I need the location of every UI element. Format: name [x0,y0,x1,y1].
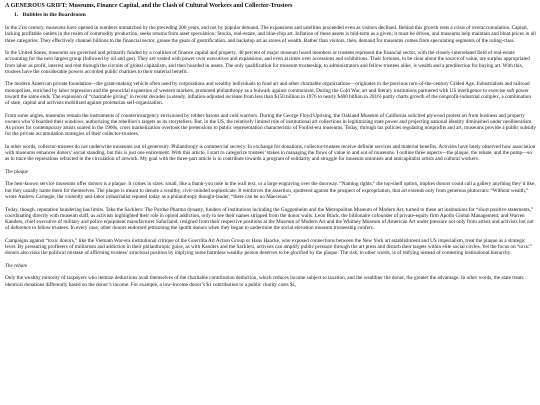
paragraph: In the 21st century, museums have opened in numbers unmatched by the preceding 200 years, and not by popular demand. The expansions and satellites proceeded even as visitors declined. Behind this growth rests a crisis of overaccumulation. Capital, lacking profitable outlets in the realm of commodity production, seeks returns from asset speculation: Stocks, real-estate, and blue-chip art. Inflation of these assets is mid-term as a given; it must be driven, and museums help maintain and bloat prices in all three categories. They effectively channel billions to the financial sector, grease the gears of gentrification, and backstop art as stores of wealth. Rather than visitors, then, demand for museums comes from speculating segments of the ruling-class. [5,25,536,44]
article-title: A GENEROUS GRIFT: Museums, Finance Capital, and the Clash of Cultural Workers and Collector-Trustees [5,3,293,9]
paragraph: The modern American private foundation—the grant-making vehicle often used by corporations and wealthy individuals to fund art and other charitable organizations—originates in the previous turn-of-the-century Gilded Age. Industrialists and railroad monopolists, enriched by labor repression and the genocidal expansion of western markets, promoted philanthropy as a bulwark against communism. During the Cold War, art and literary institutions partnered with US intelligence to exercise soft power toward the same ends. The explosion of “charitable giving” in recent decades (a steady, inflation-adjusted increase from less than $150 billion in 1976 to nearly $400 billion in 2016) partly charts growth of the nonprofit-industrial complex, a combination of state, capital and activists mobilized against proletarian self-organization. [5,81,531,107]
section-number: 1. [14,12,19,18]
paragraph: Today, though, reputation laundering has limits. Take the Sacklers: The Purdue Pharma dynasty, funders of institutions including the Guggenheim and the Metropolitan Museum of Modern Art, turned to these art institutions for “short positive statements,” coordinating directly with museum staff, as activists highlighted their role in opioid addiction, only to see their names stripped from the donor walls. Leon Black, the billionaire cofounder of private-equity firm Apollo Global Management; and Warren Kanders, chief executive of military and police equipment manufacturer Safariland; resigned from their respective positions at the Museum of Modern Art and the Whitney Museum of American Art under pressure not only from artists and activists but out of deference to fellow trustees. In every case, other donors endorsed jettisoning the spotlit donors when they began to undermine the social elevation museum trusteeship confers. [5,206,534,232]
article-body [5,25,536,288]
paragraph: In other words, collector-trustees do not underwrite museums out of generosity. Philanthropy is commercial secrecy. In exchange for donations, collector-trustees receive definite services and material benefits. Activists have lately observed how association with museums enhances donors’ social standing, but this is just one enticement. With this article, I start to categorize trustees’ stakes in managing the flows of value in and out of museums. I outline three aspects—the plaque, the rebate, and the pump—so as to trace the repressions refracted in the circulation of artwork. My goal with the three-part article is to contribute towards a program of solidarity and struggle for museum unionists and anticapitalist artists and cultural workers. [5,143,536,163]
paragraph: Only the wealthy minority of taxpayers who itemize deductions avail themselves of the charitable contribution deduction, which reduces income subject to taxation, and the wealthier the donor, the greater the advantage. In other words, the state treats identical donations differently based on the donor’s income. For example, a low-income donor’s $1 contribution to a public charity costs $1, [5,275,524,288]
subheading-plaque: The plaque [5,168,29,175]
section-title: Bubbles in the Boardroom [22,12,86,18]
paragraph: Campaigns against “toxic donors,” like the Vietnam War-era institutional critique of the Guerrilla Art Action Group or Hans Haacke, who exposed connections between the New York art establishment and US imperialism, treat the plaque as a strategic lever. By pressuring profiteers of militarism and addiction in their philanthropic guise, as with Kanders and the Sacklers, activists can amplify public pressure through the art press and disturb their targets within elite social circles. Yet the focus on “toxic” donors also risks the political mistake of affirming trustees’ structural position by implying some harmless wealthy person deserves to be glorified by the plaque. The risk, in other words, is of reifying instead of contesting institutional hierarchy. [5,237,532,257]
paragraph: The best-known service museums offer donors is a plaque. It comes in sizes: small, like a thank-you note in the wall text, or a large engraving over the doorway. “Naming rights,” the top-shelf option, implies donors could call a gallery anything they’d like, but they usually name them for themselves. The plaque is meant to denote a wealthy, civic-minded sophisticate. It reinforces the assertion, sputtered against the prospect of expropriation, that art extends only from generous plutocrats: “Without wealth,” wrote Andrew Carnegie, the violently anti-labor industrialist reputed today as a philanthropy thought-leader, “there can be no Maecenas.” [5,181,536,200]
paragraph: In the United States, museums are governed and primarily funded by a coalition of finance capital and property. 40 percent of major museum board members or trustees represent the financial sector, with the closely-interrelated field of real-estate accounting for the next largest group (followed by oil and gas). They are vested with power over executives and expansions, and even at times over accessions and exhibitions. Their fortunes, to be clear about the source of value, are surplus appropriated from labor as profit, interest and rent through the circuits of global capitalism, and then hoarded in assets. The only qualification for museum trusteeship, to administrators and fellow trustees alike, is wealth and a predilection for buying art. With this, trustees have the considerable powers accorded public charities to their material benefit. [5,50,530,75]
subheading-rebate: The rebate [5,262,28,269]
paragraph: From some angles, museums remain the instruments of counterinsurgency envisioned by robber barons and cold warriors. During the George Floyd Uprising, the Oakland Museum of California solicited plywood protest art from business and property owners who’d boarded their windows, authorizing the rebellion’s targets as its storytellers. But, in the US, the relatively limited role of institutional art collections in legitimizing state power and projecting national identity diminished under neoliberalism. As prices for contemporary artists soared in the 1960s, cross marketization overtook the pretensions to public representation characteristic of Fordist-era museums. Today, through tax policies regulating nonprofits and art, museums provide a public subsidy for the private accumulation strategies of their collector-trustees. [5,112,536,138]
section-heading [14,12,536,19]
